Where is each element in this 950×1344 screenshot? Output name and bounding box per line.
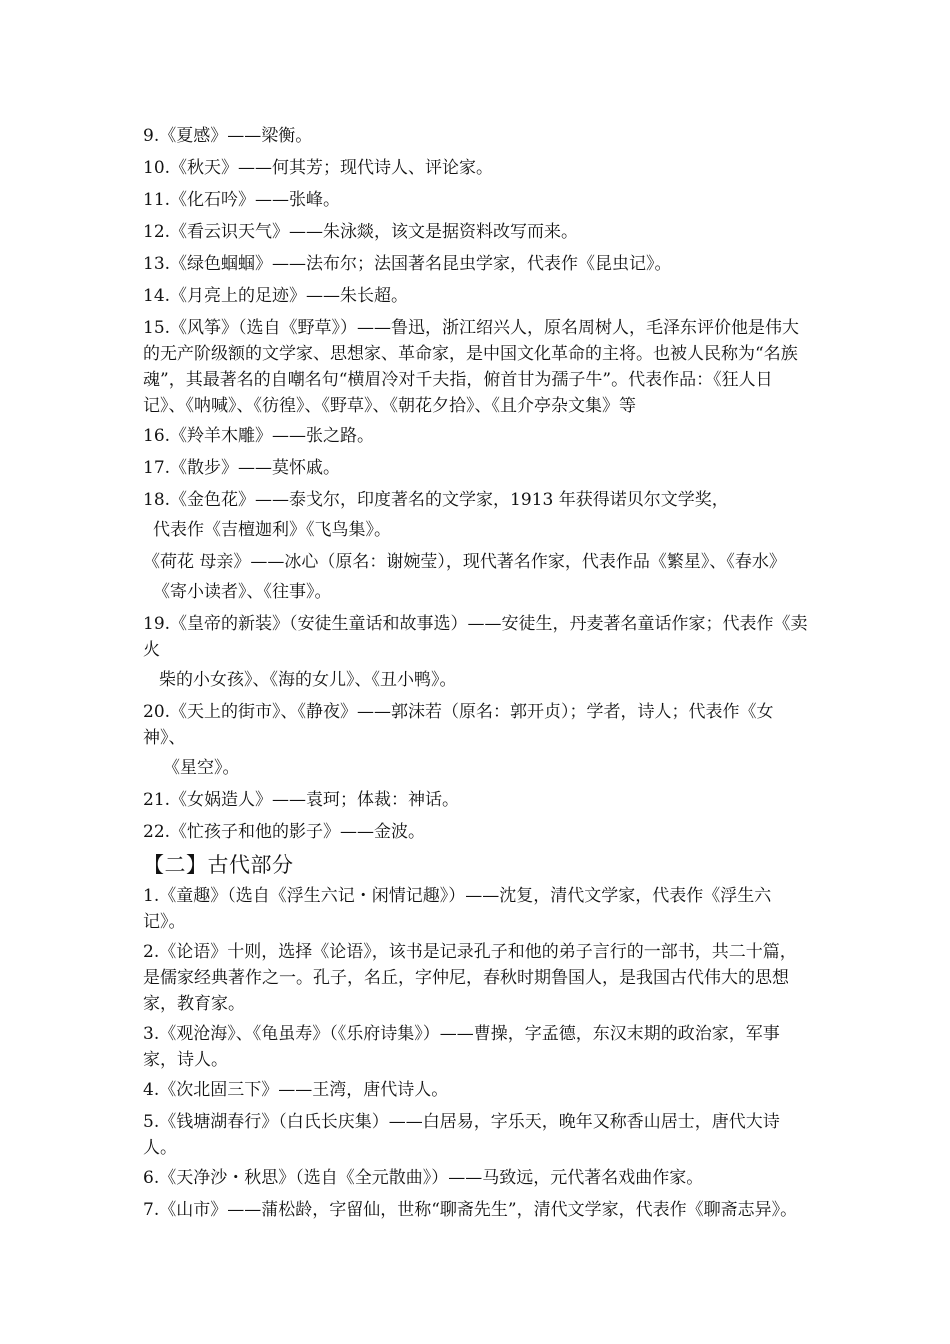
entry-tian-shang-jie-shi: 20.《天上的街市》、《静夜》——郭沫若（原名：郭开贞）；学者，诗人；代表作《女神》、: [143, 702, 774, 748]
entry-huang-di-xin-zhuang-works: 柴的小女孩》、《海的女儿》、《丑小鸭》。: [159, 670, 457, 690]
entry-lv-se-guo-guo: 13.《绿色蝈蝈》——法布尔；法国著名昆虫学家，代表作《昆虫记》。: [143, 254, 672, 274]
entry-kan-yun-shi-tian-qi: 12.《看云识天气》——朱泳燚，该文是据资料改写而来。: [143, 222, 579, 242]
entry-shan-shi: 7.《山市》——蒲松龄，字留仙，世称“聊斋先生”，清代文学家，代表作《聊斋志异》。: [143, 1200, 798, 1220]
entry-feng-zheng: 15.《风筝》（选自《野草》）——鲁迅，浙江绍兴人，原名周树人，毛泽东评价他是伟大的无产阶级额的文学家、思想家、革命家，是中国文化革命的主将。也被人民称为“名族魂”，其最著名的自嘲名句“横眉冷对千夫指，俯首甘为孺子牛”。代表作品：《狂人日记》、《呐喊》、《彷徨》、《野草》、《朝花夕拾》、《且介亭杂文集》等: [143, 318, 800, 416]
entry-he-hua-mu-qin-works: 《寄小读者》、《往事》。: [153, 582, 332, 602]
document-body: [143, 123, 811, 1229]
entry-tian-shang-jie-shi-works: 《星空》。: [163, 758, 240, 778]
entry-yue-liang-zu-ji: 14.《月亮上的足迹》——朱长超。: [143, 286, 409, 306]
entry-jin-se-hua-works: 代表作《吉檀迦利》《飞鸟集》。: [153, 520, 391, 540]
entry-jin-se-hua: 18.《金色花》——泰戈尔，印度著名的文学家，1913 年获得诺贝尔文学奖，: [143, 490, 729, 510]
entry-guan-cang-hai: 3.《观沧海》、《龟虽寿》（《乐府诗集》）——曹操，字孟德，东汉末期的政治家，军事家，诗人。: [143, 1024, 780, 1070]
entry-nv-wa-zao-ren: 21.《女娲造人》——袁珂；体裁：神话。: [143, 790, 460, 810]
entry-qian-tang-hu: 5.《钱塘湖春行》（白氏长庆集）——白居易，字乐天，晚年又称香山居士，唐代大诗人。: [143, 1112, 780, 1158]
entry-qiu-tian: 10.《秋天》——何其芳；现代诗人、评论家。: [143, 158, 494, 178]
entry-tong-qu: 1.《童趣》（选自《浮生六记・闲情记趣》）——沈复，清代文学家，代表作《浮生六记》。: [143, 886, 772, 932]
entry-mang-hai-zi: 22.《忙孩子和他的影子》——金波。: [143, 822, 426, 842]
entry-ling-yang-mu-diao: 16.《羚羊木雕》——张之路。: [143, 426, 375, 446]
entry-san-bu: 17.《散步》——莫怀戚。: [143, 458, 341, 478]
entry-huang-di-xin-zhuang: 19.《皇帝的新装》（安徒生童话和故事选）——安徒生，丹麦著名童话作家；代表作《卖火: [143, 614, 808, 660]
section-heading-ancient: 【二】古代部分: [143, 853, 294, 877]
entry-hua-shi-yin: 11.《化石吟》——张峰。: [143, 190, 341, 210]
entry-ci-bei-gu-shan: 4.《次北固三下》——王湾，唐代诗人。: [143, 1080, 449, 1100]
entry-tian-jing-sha: 6.《天净沙・秋思》（选自《全元散曲》）——马致远，元代著名戏曲作家。: [143, 1168, 704, 1188]
entry-xia-gan: 9.《夏感》——梁衡。: [143, 126, 313, 146]
entry-lun-yu: 2.《论语》十则，选择《论语》，该书是记录孔子和他的弟子言行的一部书，共二十篇，是儒家经典著作之一。孔子，名丘，字仲尼，春秋时期鲁国人，是我国古代伟大的思想家，教育家。: [143, 942, 797, 1014]
entry-he-hua-mu-qin: 《荷花 母亲》——冰心（原名：谢婉莹），现代著名作家，代表作品《繁星》、《春水》: [143, 552, 786, 572]
